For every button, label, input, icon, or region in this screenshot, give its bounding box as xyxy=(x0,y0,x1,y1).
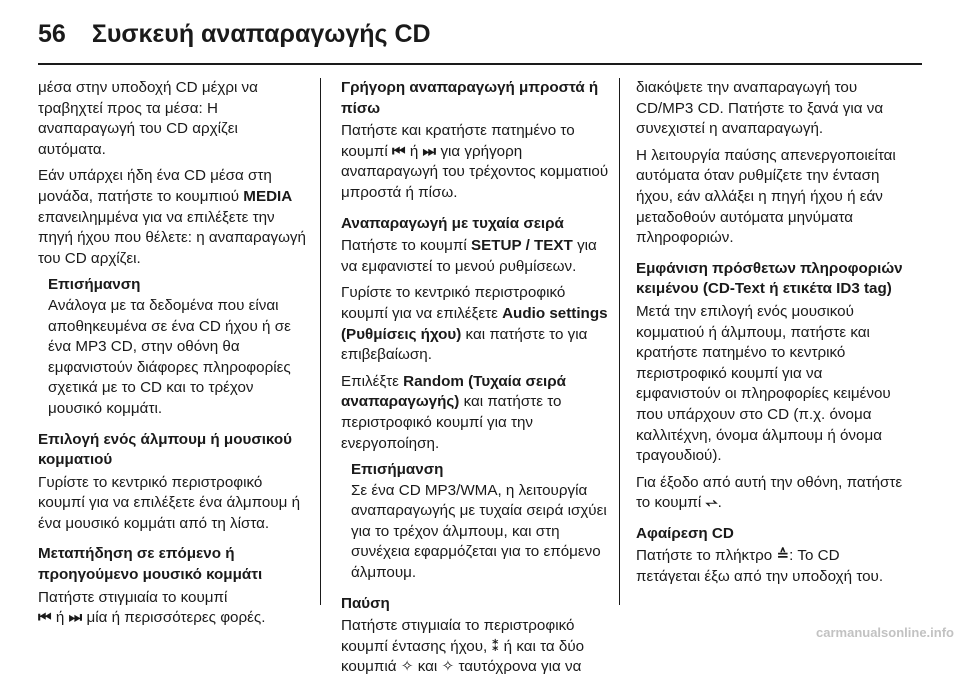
page-title: Συσκευή αναπαραγωγής CD xyxy=(91,19,431,48)
watermark: carmanualsonline.info xyxy=(816,625,954,640)
text: Για έξοδο από αυτή την οθόνη, πατήστε το κουμπί xyxy=(636,473,903,512)
volume-icon: ✧ xyxy=(441,658,455,676)
note xyxy=(351,460,609,584)
next-track-icon: ⏭ xyxy=(68,609,83,627)
paragraph: Γυρίστε το κεντρικό περιστροφικό κουμπί για να επιλέξετε ένα άλμπουμ ή ένα μουσικό κομμάτι από τη λίστα. xyxy=(38,473,301,532)
menu-item-label: Random (Τυχαία σειρά αναπαραγωγής) xyxy=(341,372,567,411)
section-heading: Γρήγορη αναπαραγωγή μπροστά ή πίσω xyxy=(341,79,599,117)
eject-icon: ≙ xyxy=(776,547,790,565)
column-divider xyxy=(320,78,321,605)
column-2 xyxy=(341,78,609,684)
paragraph xyxy=(341,616,609,678)
text: . xyxy=(717,494,722,512)
paragraph xyxy=(341,283,609,365)
column-divider xyxy=(619,78,620,605)
paragraph xyxy=(38,166,306,269)
text: για να εμφανιστεί το μενού ρυθμίσεων. xyxy=(341,237,597,275)
paragraph xyxy=(636,546,904,587)
section-heading: Αφαίρεση CD xyxy=(636,524,734,542)
section-heading: Μεταπήδηση σε επόμενο ή προηγούμενο μουσικό κομμάτι xyxy=(38,545,263,584)
section-heading: Παύση xyxy=(341,594,390,612)
column-3 xyxy=(636,78,904,594)
text: Εάν υπάρχει ήδη ένα CD μέσα στη μονάδα, πατήστε το κουμπιού xyxy=(38,167,272,205)
text: ή xyxy=(405,142,423,160)
paragraph xyxy=(341,121,609,203)
note-text: Ανάλογα με τα δεδομένα που είναι αποθηκευμένα σε ένα CD ήχου ή σε ένα MP3 CD, στην οθόνη θα εμφανιστούν διάφορες πληροφορίες σχετικά με το CD και το τρέχον μουσικό κομμάτι. xyxy=(48,296,291,417)
note-text: Σε ένα CD MP3/WMA, η λειτουργία αναπαραγωγής με τυχαία σειρά ισχύει για το τρέχον άλμπουμ, και στη συνέχεια εφαρμόζεται για το επόμενο άλμπουμ. xyxy=(351,481,607,582)
volume-icon: ✧ xyxy=(400,658,414,676)
text: μία ή περισσότερες φορές. xyxy=(82,609,266,627)
paragraph: Μετά την επιλογή ενός μουσικού κομματιού ή άλμπουμ, πατήστε και κρατήστε πατημένο το κεντρικό περιστροφικό κουμπί για να εμφανιστούν οι πληροφορίες κειμένου που υπάρχουν στο CD (π.χ. όνομα καλλιτέχνη, όνομα άλμπουμ ή όνομα τραγουδιού). xyxy=(636,302,891,465)
text: Πατήστε στιγμιαία το περιστροφικό κουμπί έντασης ήχου, xyxy=(341,617,575,655)
text: επανειλημμένα για να επιλέξετε την πηγή ήχου που θέλετε: η αναπαραγωγή του CD αρχίζει. xyxy=(38,208,306,267)
text: για γρήγορη αναπαραγωγή του τρέχοντος κομματιού μπροστά ή πίσω. xyxy=(341,142,609,201)
text: Επιλέξτε xyxy=(341,372,404,390)
paragraph xyxy=(636,473,904,514)
text: Πατήστε το πλήκτρο xyxy=(636,547,777,565)
text: Πατήστε και κρατήστε πατημένο το κουμπί xyxy=(341,122,575,160)
header-divider xyxy=(38,63,922,65)
text: και πατήστε το για επιβεβαίωση. xyxy=(341,325,588,364)
text: ή και τα δύο κουμπιά xyxy=(341,637,585,676)
text: Γυρίστε το κεντρικό περιστροφικό κουμπί για να επιλέξετε xyxy=(341,284,566,322)
section-heading: Αναπαραγωγή με τυχαία σειρά xyxy=(341,214,564,232)
paragraph xyxy=(341,372,609,454)
text: ταυτόχρονα για να xyxy=(454,658,582,676)
back-icon: ⥋ xyxy=(705,494,718,512)
note xyxy=(48,275,306,419)
paragraph xyxy=(38,588,306,629)
section-heading: Επιλογή ενός άλμπουμ ή μουσικού κομματιού xyxy=(38,430,293,469)
note-title: Επισήμανση xyxy=(351,461,444,479)
note-title: Επισήμανση xyxy=(48,276,141,294)
text: Πατήστε το κουμπί xyxy=(341,237,471,255)
paragraph: Η λειτουργία παύσης απενεργοποιείται αυτόματα όταν ρυθμίζετε την ένταση ήχου, εάν αλλάξει η πηγή ήχου ή εάν μεταδοθούν αυτόματα μηνύματα πληροφοριών. xyxy=(636,146,896,247)
mute-icon: ⁑ xyxy=(491,637,500,655)
page-header xyxy=(38,14,431,54)
paragraph xyxy=(341,236,609,277)
paragraph: μέσα στην υποδοχή CD μέχρι να τραβηχτεί προς τα μέσα: Η αναπαραγωγή του CD αρχίζει αυτόματα. xyxy=(38,79,258,158)
previous-track-icon: ⏮ xyxy=(391,142,406,160)
text: ή xyxy=(51,609,69,627)
key-label: MEDIA xyxy=(243,187,293,205)
text: και πατήστε το περιστροφικό κουμπί για την ενεργοποίηση. xyxy=(341,393,562,452)
previous-track-icon: ⏮ xyxy=(38,609,52,627)
page-number: 56 xyxy=(38,19,66,48)
column-1 xyxy=(38,78,306,635)
text: : Το CD πετάγεται έξω από την υποδοχή του. xyxy=(636,547,884,586)
text: Πατήστε στιγμιαία το κουμπί xyxy=(38,588,228,606)
section-heading: Εμφάνιση πρόσθετων πληροφοριών κειμένου (CD-Text ή ετικέτα ID3 tag) xyxy=(636,259,903,298)
text: και xyxy=(413,658,442,676)
menu-item-label: Audio settings (Ρυθμίσεις ήχου) xyxy=(341,304,608,343)
paragraph: διακόψετε την αναπαραγωγή του CD/MP3 CD. Πατήστε το ξανά για να συνεχιστεί η αναπαραγωγή. xyxy=(636,79,884,138)
next-track-icon: ⏭ xyxy=(422,142,437,160)
key-label: SETUP / TEXT xyxy=(471,237,573,255)
